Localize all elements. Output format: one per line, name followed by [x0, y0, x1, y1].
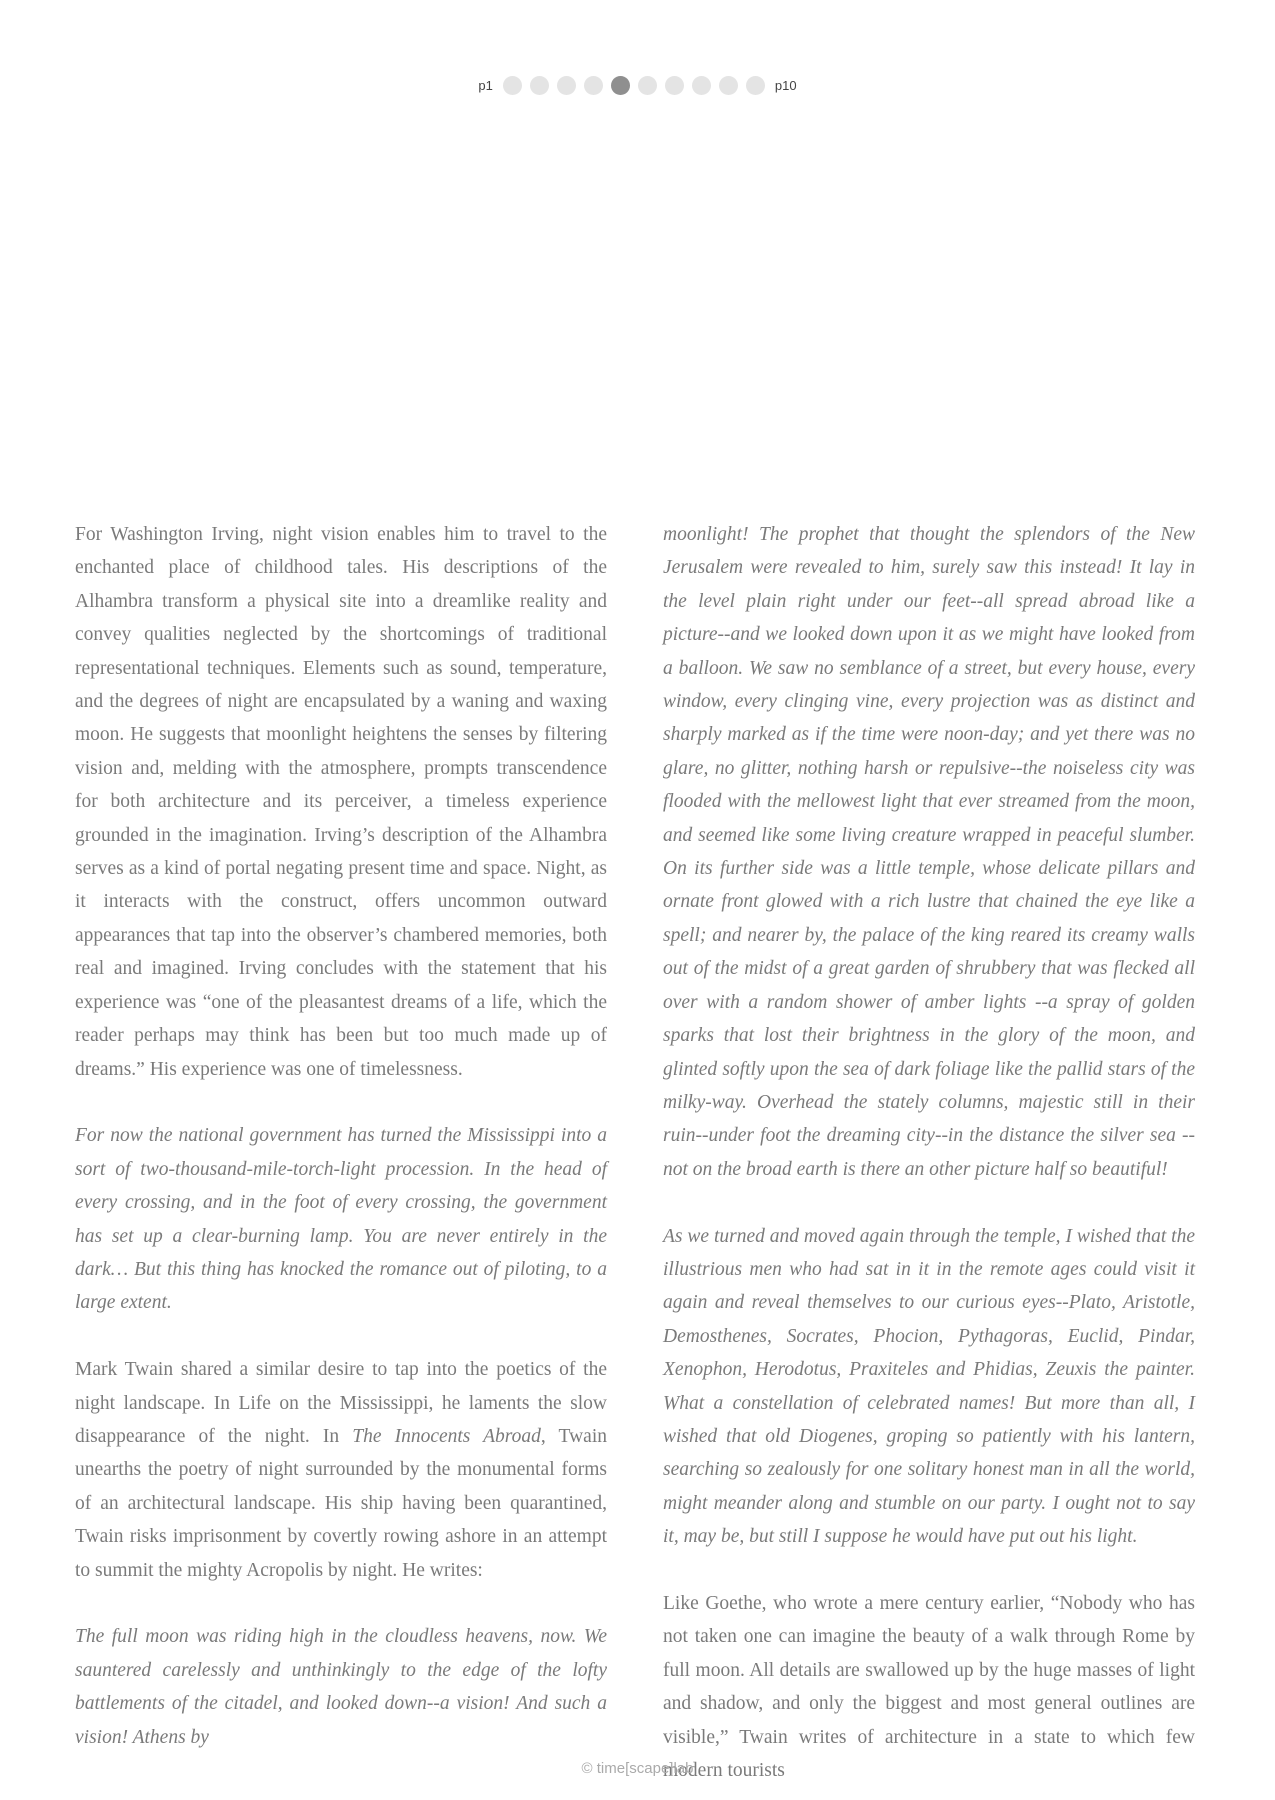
text-run: , Twain unearths the poetry of night surrounded by the monumental forms of an architectural landscape. His ship having been quarantined, Twain risks imprisonment by covertly rowing ashore in an attempt to summit the mighty Acropolis by night. He writes:	[75, 1425, 608, 1581]
page-dot-2[interactable]	[530, 76, 549, 95]
page-dot-4[interactable]	[584, 76, 603, 95]
right-column	[663, 518, 1195, 1787]
block-quote-continued: moonlight! The prophet that thought the splendors of the New Jerusalem were revealed to him, surely saw this instead! It lay in the level plain right under our feet--all spread abroad like a picture--and we looked down upon it as we might have looked from a balloon. We saw no semblance of a street, but every house, every window, every clinging vine, every projection was as distinct and sharply marked as if the time were noon-day; and yet there was no glare, no glitter, nothing harsh or repulsive--the noiseless city was flooded with the mellowest light that ever streamed from the moon, and seemed like some living creature wrapped in peaceful slumber. On its further side was a little temple, whose delicate pillars and ornate front glowed with a rich lustre that chained the eye like a spell; and nearer by, the palace of the king reared its creamy walls out of the midst of a great garden of shrubbery that was flecked all over with a random shower of amber lights --a spray of golden sparks that lost their brightness in the glory of the moon, and glinted softly upon the sea of dark foliage like the pallid stars of the milky-way. Overhead the stately columns, majestic still in their ruin--under foot the dreaming city--in the distance the silver sea --not on the broad earth is there an other picture half so beautiful!	[663, 524, 1195, 1180]
copyright-footer: © time[scape]lab	[581, 1760, 694, 1777]
block-quote: The full moon was riding high in the cloudless heavens, now. We sauntered carelessly and unthinkingly to the edge of the lofty battlements of the citadel, and looked down--a vision! And such a vision! Athens by	[75, 1626, 607, 1748]
page-dot-9[interactable]	[719, 76, 738, 95]
block-quote: As we turned and moved again through the temple, I wished that the illustrious men who had sat in it in the remote ages could visit it again and reveal themselves to our curious eyes--Plato, Aristotle, Demosthenes, Socrates, Phocion, Pythagoras, Euclid, Pindar, Xenophon, Herodotus, Praxiteles and Phidias, Zeuxis the painter. What a constellation of celebrated names! But more than all, I wished that old Diogenes, groping so patiently with his lantern, searching so zealously for one solitary honest man in all the world, might meander along and stumble on our party. I ought not to say it, may be, but still I suppose he would have put out his light.	[663, 1225, 1195, 1548]
body-paragraph: For Washington Irving, night vision enables him to travel to the enchanted place of childhood tales. His descriptions of the Alhambra transform a physical site into a dreamlike reality and convey qualities neglected by the shortcomings of traditional representational techniques. Elements such as sound, temperature, and the degrees of night are encapsulated by a waning and waxing moon. He suggests that moonlight heightens the senses by filtering vision and, melding with the atmosphere, prompts transcendence for both architecture and its perceiver, a timeless experience grounded in the imagination. Irving’s description of the Alhambra serves as a kind of portal negating present time and space. Night, as it interacts with the construct, offers uncommon outward appearances that tap into the observer’s chambered memories, both real and imagined. Irving concludes with the statement that his experience was “one of the pleasantest dreams of a life, which the reader perhaps may think has been but too much made up of dreams.” His experience was one of timelessness.	[75, 524, 607, 1080]
block-quote: For now the national government has turned the Mississippi into a sort of two-thousand-mile-torch-light procession. In the head of every crossing, and in the foot of every crossing, the government has set up a clear-burning lamp. You are never entirely in the dark… But this thing has knocked the romance out of piloting, to a large extent.	[75, 1125, 607, 1314]
page-dot-6[interactable]	[638, 76, 657, 95]
body-paragraph: Like Goethe, who wrote a mere century earlier, “Nobody who has not taken one can imagine the beauty of a walk through Rome by full moon. All details are swallowed up by the huge masses of light and shadow, and only the biggest and most general outlines are visible,” Twain writes of architecture in a state to which few modern tourists	[663, 1592, 1195, 1781]
page-dots	[499, 76, 769, 95]
page-dot-8[interactable]	[692, 76, 711, 95]
page-dot-10[interactable]	[746, 76, 765, 95]
body-paragraph	[75, 1353, 607, 1587]
page-dot-1[interactable]	[503, 76, 522, 95]
page-dot-3[interactable]	[557, 76, 576, 95]
page-navigator	[0, 76, 1275, 95]
book-title: The Innocents Abroad	[352, 1425, 541, 1447]
page-dot-5[interactable]	[611, 76, 630, 95]
last-page-link[interactable]: p10	[774, 78, 797, 93]
page-dot-7[interactable]	[665, 76, 684, 95]
first-page-link[interactable]: p1	[478, 78, 493, 93]
text-run: Mark Twain shared a similar desire to tap into the poetics of the night landscape. In Life on the Mississippi, he laments the slow disappearance of the night. In	[75, 1359, 607, 1447]
left-column	[75, 518, 607, 1754]
